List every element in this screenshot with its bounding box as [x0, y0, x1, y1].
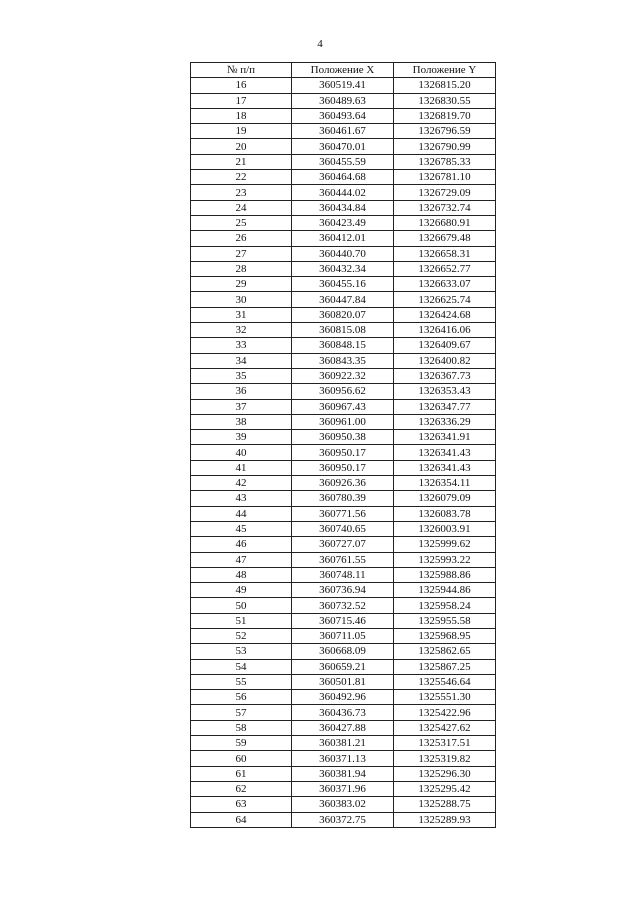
cell-position-x: 360848.15 — [292, 338, 394, 353]
cell-position-x: 360780.39 — [292, 491, 394, 506]
cell-index: 44 — [191, 506, 292, 521]
cell-index: 31 — [191, 307, 292, 322]
table-row — [191, 170, 496, 185]
table-row — [191, 705, 496, 720]
cell-position-y: 1326416.06 — [394, 323, 496, 338]
cell-position-x: 360436.73 — [292, 705, 394, 720]
header-position-x: Положение X — [292, 63, 394, 78]
cell-index: 16 — [191, 78, 292, 93]
cell-position-y: 1325295.42 — [394, 781, 496, 796]
cell-position-y: 1326658.31 — [394, 246, 496, 261]
cell-index: 25 — [191, 215, 292, 230]
table-row — [191, 460, 496, 475]
cell-position-y: 1325968.95 — [394, 628, 496, 643]
cell-index: 17 — [191, 93, 292, 108]
header-index: № п/п — [191, 63, 292, 78]
table-row — [191, 338, 496, 353]
cell-position-x: 360381.94 — [292, 766, 394, 781]
cell-position-y: 1325999.62 — [394, 537, 496, 552]
cell-position-y: 1326796.59 — [394, 124, 496, 139]
table-row — [191, 613, 496, 628]
cell-position-y: 1325862.65 — [394, 644, 496, 659]
cell-position-x: 360815.08 — [292, 323, 394, 338]
cell-position-y: 1326732.74 — [394, 200, 496, 215]
cell-index: 28 — [191, 261, 292, 276]
cell-index: 24 — [191, 200, 292, 215]
cell-position-y: 1325867.25 — [394, 659, 496, 674]
cell-position-x: 360950.38 — [292, 430, 394, 445]
cell-position-x: 360967.43 — [292, 399, 394, 414]
cell-index: 39 — [191, 430, 292, 445]
cell-position-x: 360427.88 — [292, 720, 394, 735]
cell-index: 27 — [191, 246, 292, 261]
cell-position-y: 1325944.86 — [394, 583, 496, 598]
cell-position-x: 360440.70 — [292, 246, 394, 261]
cell-position-x: 360926.36 — [292, 476, 394, 491]
table-body — [191, 78, 496, 828]
table-row — [191, 292, 496, 307]
header-position-y: Положение Y — [394, 63, 496, 78]
cell-index: 51 — [191, 613, 292, 628]
cell-index: 53 — [191, 644, 292, 659]
cell-position-x: 360727.07 — [292, 537, 394, 552]
cell-position-x: 360740.65 — [292, 521, 394, 536]
cell-index: 19 — [191, 124, 292, 139]
page-number: 4 — [317, 38, 323, 50]
cell-position-y: 1326819.70 — [394, 108, 496, 123]
cell-index: 38 — [191, 414, 292, 429]
cell-index: 52 — [191, 628, 292, 643]
cell-index: 62 — [191, 781, 292, 796]
cell-index: 37 — [191, 399, 292, 414]
cell-position-x: 360732.52 — [292, 598, 394, 613]
table-row — [191, 797, 496, 812]
table-row — [191, 659, 496, 674]
table-row — [191, 506, 496, 521]
cell-position-y: 1325317.51 — [394, 736, 496, 751]
cell-index: 60 — [191, 751, 292, 766]
cell-position-y: 1326409.67 — [394, 338, 496, 353]
cell-index: 32 — [191, 323, 292, 338]
cell-position-x: 360950.17 — [292, 445, 394, 460]
cell-position-y: 1325289.93 — [394, 812, 496, 827]
cell-position-y: 1326354.11 — [394, 476, 496, 491]
cell-position-y: 1326341.43 — [394, 445, 496, 460]
table-header-row — [191, 63, 496, 78]
cell-index: 36 — [191, 384, 292, 399]
table-row — [191, 445, 496, 460]
table-row — [191, 736, 496, 751]
table-row — [191, 476, 496, 491]
cell-position-x: 360447.84 — [292, 292, 394, 307]
table-row — [191, 537, 496, 552]
cell-position-x: 360492.96 — [292, 690, 394, 705]
cell-index: 40 — [191, 445, 292, 460]
cell-position-x: 360455.16 — [292, 277, 394, 292]
table-row — [191, 108, 496, 123]
coordinates-table — [190, 62, 496, 828]
table-row — [191, 154, 496, 169]
table-row — [191, 93, 496, 108]
table-row — [191, 231, 496, 246]
cell-index: 47 — [191, 552, 292, 567]
cell-position-y: 1326347.77 — [394, 399, 496, 414]
cell-position-y: 1326367.73 — [394, 368, 496, 383]
cell-position-y: 1325955.58 — [394, 613, 496, 628]
cell-position-y: 1326815.20 — [394, 78, 496, 93]
cell-position-y: 1325546.64 — [394, 674, 496, 689]
cell-position-x: 360470.01 — [292, 139, 394, 154]
table-row — [191, 124, 496, 139]
cell-position-y: 1326633.07 — [394, 277, 496, 292]
cell-index: 46 — [191, 537, 292, 552]
cell-position-x: 360464.68 — [292, 170, 394, 185]
table-row — [191, 690, 496, 705]
cell-index: 26 — [191, 231, 292, 246]
cell-position-x: 360371.13 — [292, 751, 394, 766]
table-row — [191, 583, 496, 598]
cell-index: 23 — [191, 185, 292, 200]
cell-position-y: 1326625.74 — [394, 292, 496, 307]
table-row — [191, 812, 496, 827]
cell-position-x: 360820.07 — [292, 307, 394, 322]
table-row — [191, 766, 496, 781]
cell-index: 55 — [191, 674, 292, 689]
cell-position-x: 360961.00 — [292, 414, 394, 429]
table-row — [191, 78, 496, 93]
cell-position-x: 360922.32 — [292, 368, 394, 383]
cell-index: 59 — [191, 736, 292, 751]
cell-position-x: 360956.62 — [292, 384, 394, 399]
cell-position-x: 360412.01 — [292, 231, 394, 246]
cell-position-x: 360383.02 — [292, 797, 394, 812]
table-row — [191, 598, 496, 613]
table-row — [191, 384, 496, 399]
cell-position-x: 360423.49 — [292, 215, 394, 230]
cell-position-y: 1326079.09 — [394, 491, 496, 506]
cell-position-y: 1326341.43 — [394, 460, 496, 475]
table-row — [191, 491, 496, 506]
cell-position-y: 1325551.30 — [394, 690, 496, 705]
cell-position-y: 1326336.29 — [394, 414, 496, 429]
cell-index: 22 — [191, 170, 292, 185]
table-row — [191, 323, 496, 338]
cell-position-x: 360761.55 — [292, 552, 394, 567]
cell-index: 58 — [191, 720, 292, 735]
cell-position-y: 1325427.62 — [394, 720, 496, 735]
cell-position-x: 360519.41 — [292, 78, 394, 93]
cell-index: 18 — [191, 108, 292, 123]
cell-position-y: 1325296.30 — [394, 766, 496, 781]
cell-position-y: 1326652.77 — [394, 261, 496, 276]
cell-index: 21 — [191, 154, 292, 169]
cell-position-y: 1326729.09 — [394, 185, 496, 200]
cell-position-x: 360748.11 — [292, 567, 394, 582]
cell-position-x: 360381.21 — [292, 736, 394, 751]
cell-index: 20 — [191, 139, 292, 154]
table-row — [191, 277, 496, 292]
table-row — [191, 521, 496, 536]
cell-position-y: 1326790.99 — [394, 139, 496, 154]
cell-index: 50 — [191, 598, 292, 613]
table-row — [191, 215, 496, 230]
table-row — [191, 368, 496, 383]
cell-index: 49 — [191, 583, 292, 598]
table-row — [191, 399, 496, 414]
cell-position-y: 1325993.22 — [394, 552, 496, 567]
cell-index: 33 — [191, 338, 292, 353]
cell-index: 42 — [191, 476, 292, 491]
cell-index: 45 — [191, 521, 292, 536]
cell-index: 54 — [191, 659, 292, 674]
cell-position-x: 360489.63 — [292, 93, 394, 108]
table-row — [191, 567, 496, 582]
cell-position-y: 1326830.55 — [394, 93, 496, 108]
cell-index: 35 — [191, 368, 292, 383]
cell-position-y: 1326785.33 — [394, 154, 496, 169]
cell-index: 34 — [191, 353, 292, 368]
cell-index: 41 — [191, 460, 292, 475]
cell-position-y: 1326400.82 — [394, 353, 496, 368]
table-row — [191, 430, 496, 445]
cell-position-y: 1326424.68 — [394, 307, 496, 322]
table-row — [191, 644, 496, 659]
table-row — [191, 307, 496, 322]
cell-index: 64 — [191, 812, 292, 827]
cell-position-x: 360493.64 — [292, 108, 394, 123]
cell-position-x: 360444.02 — [292, 185, 394, 200]
table-row — [191, 781, 496, 796]
table-row — [191, 200, 496, 215]
cell-position-x: 360659.21 — [292, 659, 394, 674]
cell-position-y: 1325288.75 — [394, 797, 496, 812]
table-row — [191, 246, 496, 261]
cell-position-x: 360715.46 — [292, 613, 394, 628]
cell-position-x: 360843.35 — [292, 353, 394, 368]
cell-index: 57 — [191, 705, 292, 720]
cell-position-x: 360711.05 — [292, 628, 394, 643]
table-row — [191, 353, 496, 368]
cell-position-x: 360950.17 — [292, 460, 394, 475]
cell-index: 61 — [191, 766, 292, 781]
cell-position-y: 1326083.78 — [394, 506, 496, 521]
cell-position-y: 1326679.48 — [394, 231, 496, 246]
cell-index: 48 — [191, 567, 292, 582]
cell-position-y: 1326341.91 — [394, 430, 496, 445]
cell-position-y: 1325988.86 — [394, 567, 496, 582]
cell-position-x: 360771.56 — [292, 506, 394, 521]
cell-index: 30 — [191, 292, 292, 307]
cell-position-y: 1326781.10 — [394, 170, 496, 185]
cell-position-y: 1326003.91 — [394, 521, 496, 536]
cell-index: 43 — [191, 491, 292, 506]
cell-position-x: 360736.94 — [292, 583, 394, 598]
cell-position-x: 360371.96 — [292, 781, 394, 796]
cell-position-x: 360432.34 — [292, 261, 394, 276]
cell-position-x: 360461.67 — [292, 124, 394, 139]
table-row — [191, 720, 496, 735]
cell-position-x: 360434.84 — [292, 200, 394, 215]
cell-position-y: 1326680.91 — [394, 215, 496, 230]
cell-position-x: 360372.75 — [292, 812, 394, 827]
table-row — [191, 414, 496, 429]
cell-position-y: 1326353.43 — [394, 384, 496, 399]
table-row — [191, 552, 496, 567]
table-row — [191, 751, 496, 766]
cell-index: 63 — [191, 797, 292, 812]
table-row — [191, 674, 496, 689]
cell-position-y: 1325319.82 — [394, 751, 496, 766]
table-row — [191, 628, 496, 643]
cell-position-y: 1325422.96 — [394, 705, 496, 720]
cell-index: 29 — [191, 277, 292, 292]
table-row — [191, 261, 496, 276]
table-row — [191, 185, 496, 200]
cell-position-y: 1325958.24 — [394, 598, 496, 613]
cell-position-x: 360455.59 — [292, 154, 394, 169]
cell-position-x: 360501.81 — [292, 674, 394, 689]
cell-position-x: 360668.09 — [292, 644, 394, 659]
cell-index: 56 — [191, 690, 292, 705]
table-row — [191, 139, 496, 154]
